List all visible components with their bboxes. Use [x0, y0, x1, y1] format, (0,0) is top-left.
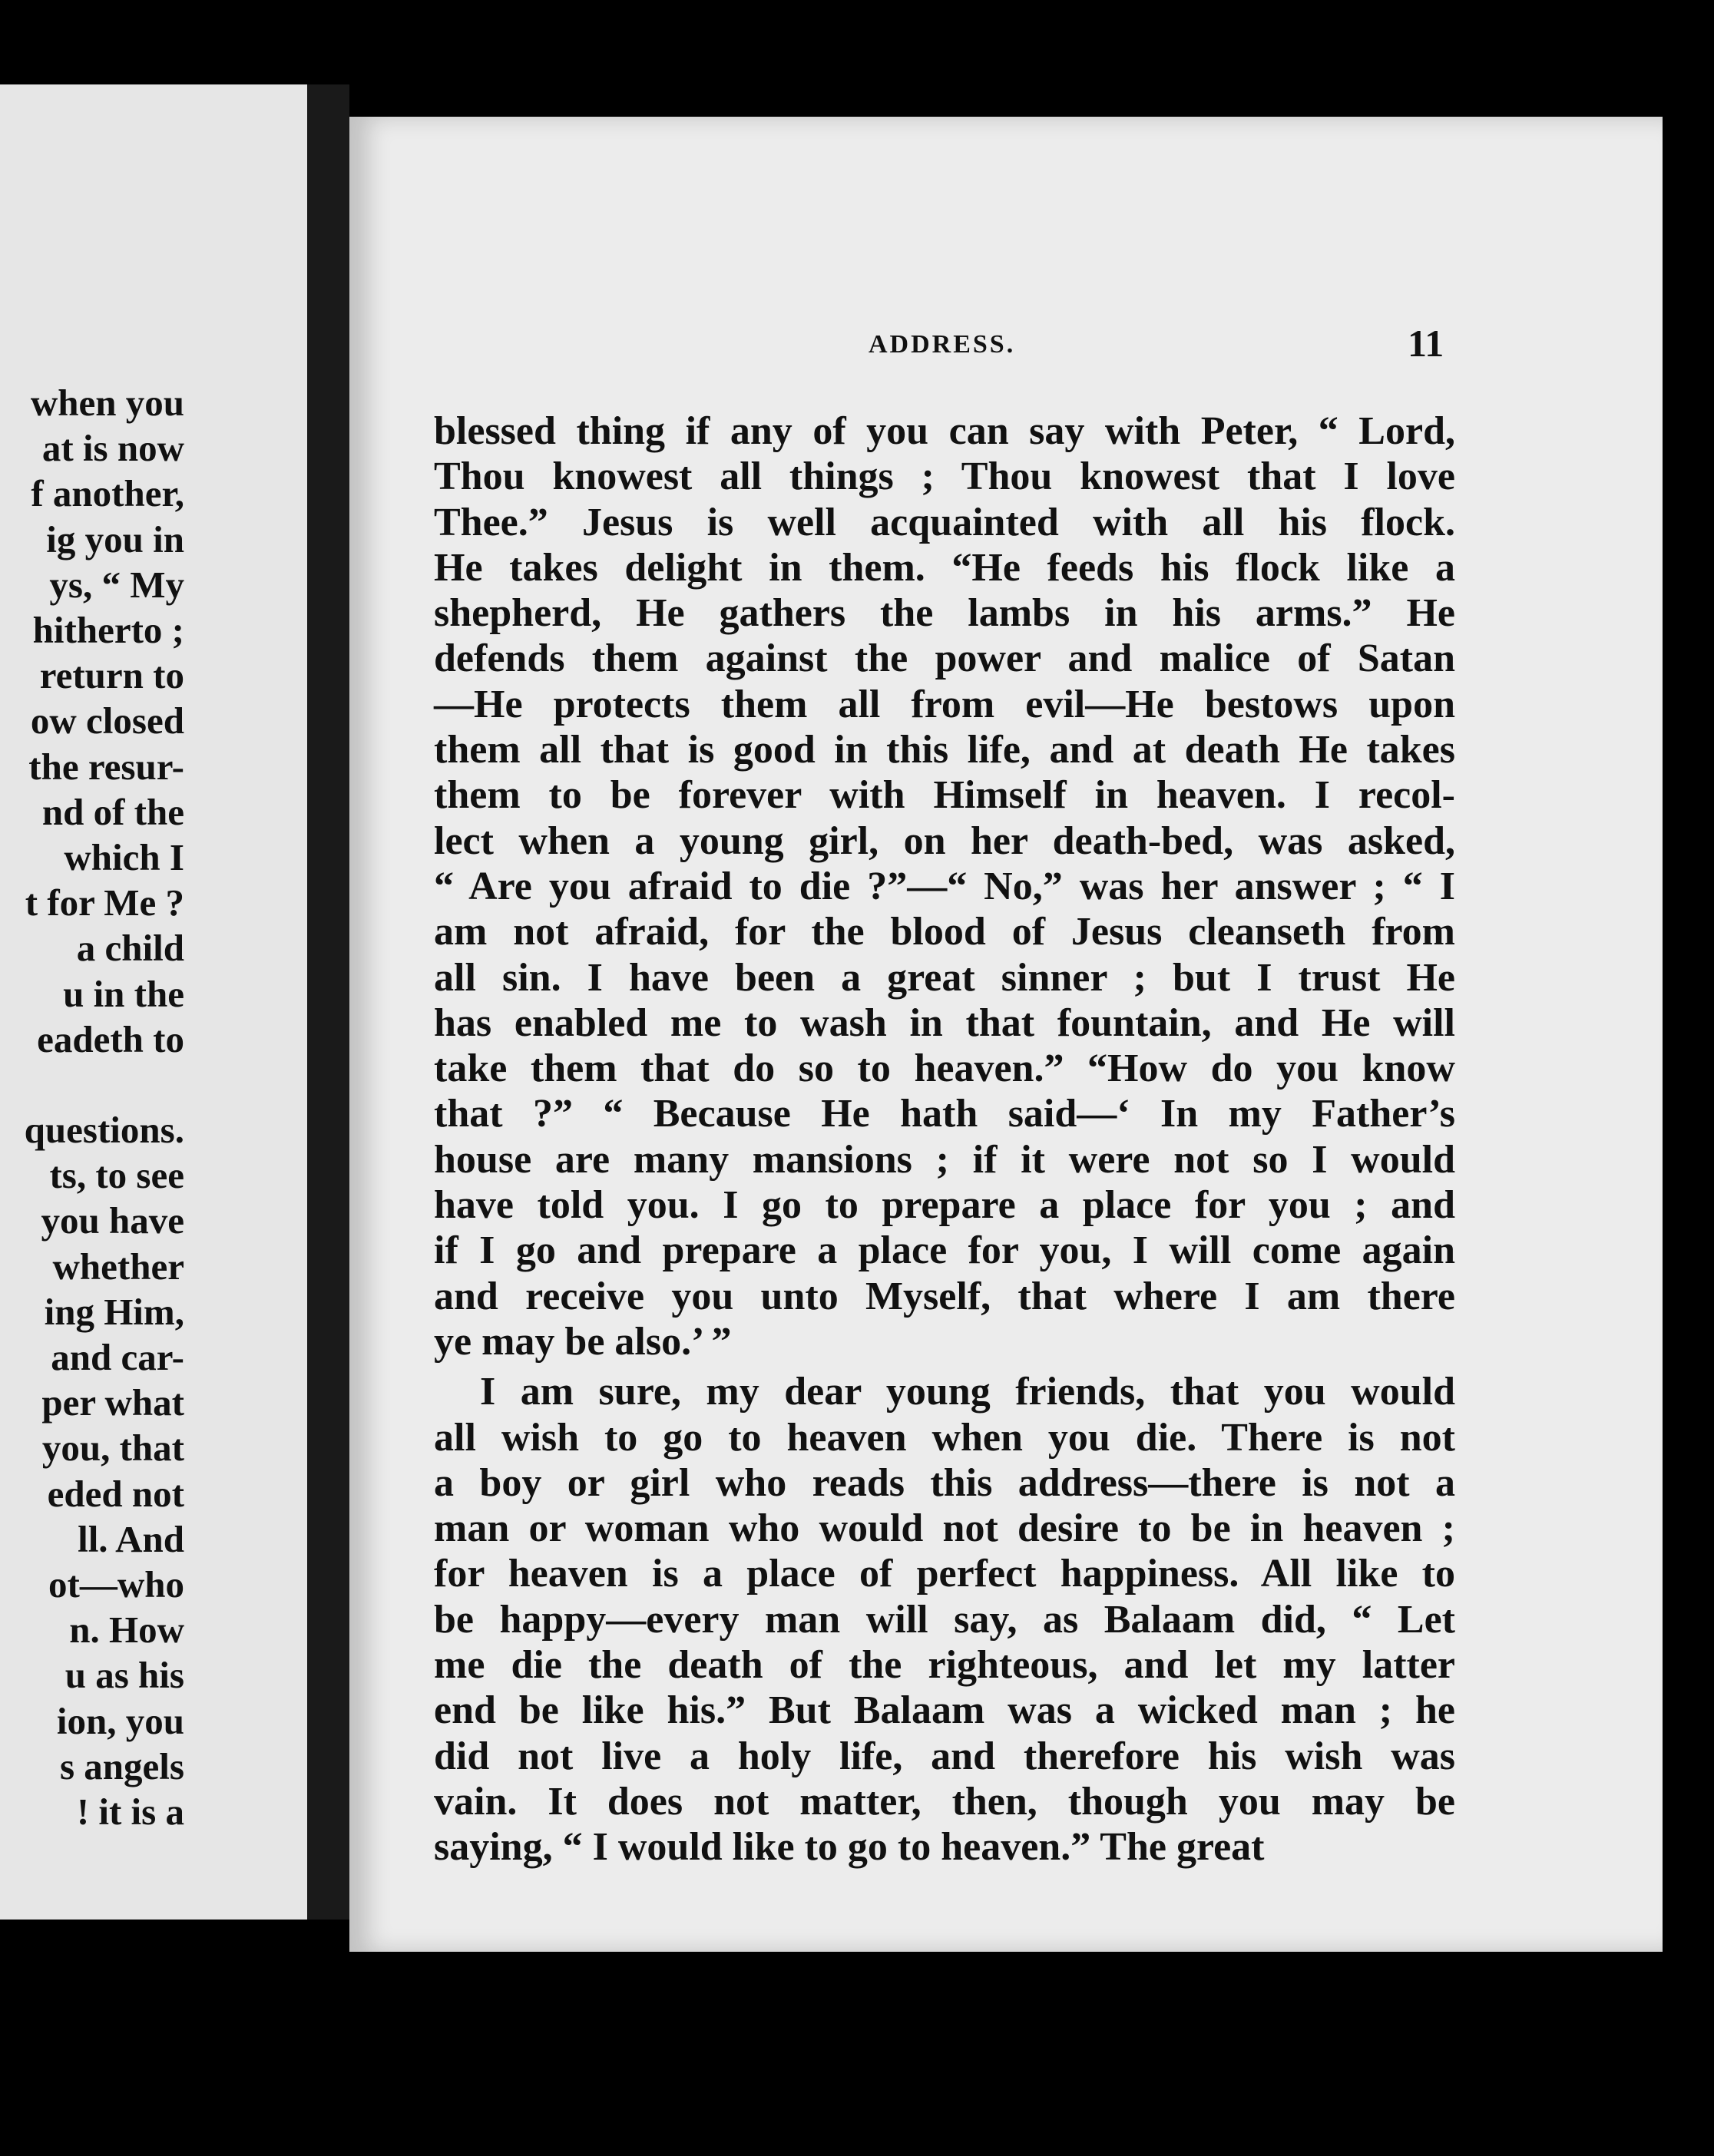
text-line: end be like his.” But Balaam was a wicked man ; he [434, 1688, 1455, 1733]
text-line: take them that do so to heaven.” “How do you know [434, 1047, 1455, 1091]
previous-page-line: when you [30, 382, 184, 424]
text-line: if I go and prepare a place for you, I will come again [434, 1228, 1455, 1273]
text-line: them all that is good in this life, and at death He takes [434, 728, 1455, 772]
text-line: lect when a young girl, on her death-bed, was asked, [434, 818, 1455, 863]
current-page [349, 117, 1663, 1952]
previous-page-line: return to [39, 654, 184, 697]
text-line: Thou knowest all things ; Thou knowest that I love [434, 455, 1455, 499]
previous-page [0, 84, 307, 1920]
text-line: all wish to go to heaven when you die. There is not [434, 1415, 1455, 1460]
previous-page-line: n. How [69, 1609, 184, 1652]
page-gutter [307, 84, 349, 1920]
text-line: am not afraid, for the blood of Jesus cleanseth from [434, 910, 1455, 954]
text-line: have told you. I go to prepare a place for you ; and [434, 1183, 1455, 1228]
previous-page-line: ys, “ My [49, 563, 184, 606]
previous-page-line: ! it is a [76, 1791, 184, 1834]
text-line: a boy or girl who reads this address—there is not a [434, 1460, 1455, 1505]
previous-page-line: you, that [41, 1427, 184, 1470]
text-line: defends them against the power and malice of Satan [434, 637, 1455, 681]
text-line: Thee.” Jesus is well acquainted with all his flock. [434, 500, 1455, 544]
running-head: ADDRESS. [869, 330, 1016, 359]
previous-page-text [0, 380, 184, 1834]
text-line: shepherd, He gathers the lambs in his arms.” He [434, 591, 1455, 636]
previous-page-line: eadeth to [37, 1017, 184, 1060]
previous-page-line: s angels [59, 1744, 184, 1787]
text-line: that ?” “ Because He hath said—‘ In my Father’s [434, 1092, 1455, 1136]
text-line: for heaven is a place of perfect happiness. All like to [434, 1552, 1455, 1596]
previous-page-line: u in the [63, 972, 184, 1015]
text-line: —He protects them all from evil—He bestows upon [434, 682, 1455, 726]
text-line: them to be forever with Himself in heaven. I recol- [434, 773, 1455, 818]
paragraph-2 [434, 1369, 1455, 1870]
page-number: 11 [1408, 322, 1444, 365]
previous-page-line: ig you in [46, 518, 184, 560]
previous-page-line: per what [41, 1381, 184, 1424]
previous-page-line: t for Me ? [25, 881, 184, 924]
previous-page-line: a child [76, 927, 184, 970]
previous-page-line: questions. [24, 1109, 184, 1152]
text-line: vain. It does not matter, then, though you may be [434, 1779, 1455, 1824]
paragraph-1 [434, 408, 1455, 1364]
text-line: ye may be also.’ ” [434, 1319, 732, 1364]
text-line: man or woman who would not desire to be in heaven ; [434, 1506, 1455, 1551]
page-body [434, 408, 1455, 1870]
text-line: “ Are you afraid to die ?”—“ No,” was her answer ; “ I [434, 864, 1455, 908]
text-line: He takes delight in them. “He feeds his flock like a [434, 545, 1455, 590]
previous-page-line: ts, to see [49, 1154, 184, 1197]
text-line: house are many mansions ; if it were not so I would [434, 1137, 1455, 1182]
previous-page-line: ing Him, [44, 1290, 184, 1333]
text-line: did not live a holy life, and therefore his wish was [434, 1734, 1455, 1778]
previous-page-line: u as his [65, 1654, 184, 1697]
previous-page-line: hitherto ; [32, 609, 184, 652]
previous-page-line: ll. And [78, 1517, 184, 1560]
text-line: blessed thing if any of you can say with Peter, “ Lord, [434, 409, 1455, 453]
previous-page-line: at is now [41, 427, 184, 470]
previous-page-line: nd of the [41, 790, 184, 833]
previous-page-line: and car- [51, 1336, 184, 1379]
previous-page-line: f another, [31, 472, 184, 515]
text-line: and receive you unto Myself, that where I am there [434, 1274, 1455, 1318]
text-line: has enabled me to wash in that fountain, and He will [434, 1000, 1455, 1045]
previous-page-line: ion, you [56, 1699, 184, 1742]
previous-page-line [0, 1062, 184, 1107]
text-line: I am sure, my dear young friends, that you would [480, 1370, 1455, 1414]
previous-page-line: you have [41, 1199, 184, 1242]
text-line: me die the death of the righteous, and let my latter [434, 1643, 1455, 1688]
previous-page-line: whether [52, 1245, 184, 1288]
previous-page-line: the resur- [28, 745, 184, 788]
previous-page-line: ot—who [48, 1563, 184, 1606]
previous-page-line: which I [64, 836, 184, 879]
previous-page-line: eded not [47, 1472, 184, 1515]
previous-page-line: ow closed [30, 699, 184, 742]
text-line: be happy—every man will say, as Balaam did, “ Let [434, 1597, 1455, 1642]
text-line: all sin. I have been a great sinner ; but I trust He [434, 955, 1455, 1000]
text-line: saying, “ I would like to go to heaven.” The great [434, 1825, 1265, 1870]
